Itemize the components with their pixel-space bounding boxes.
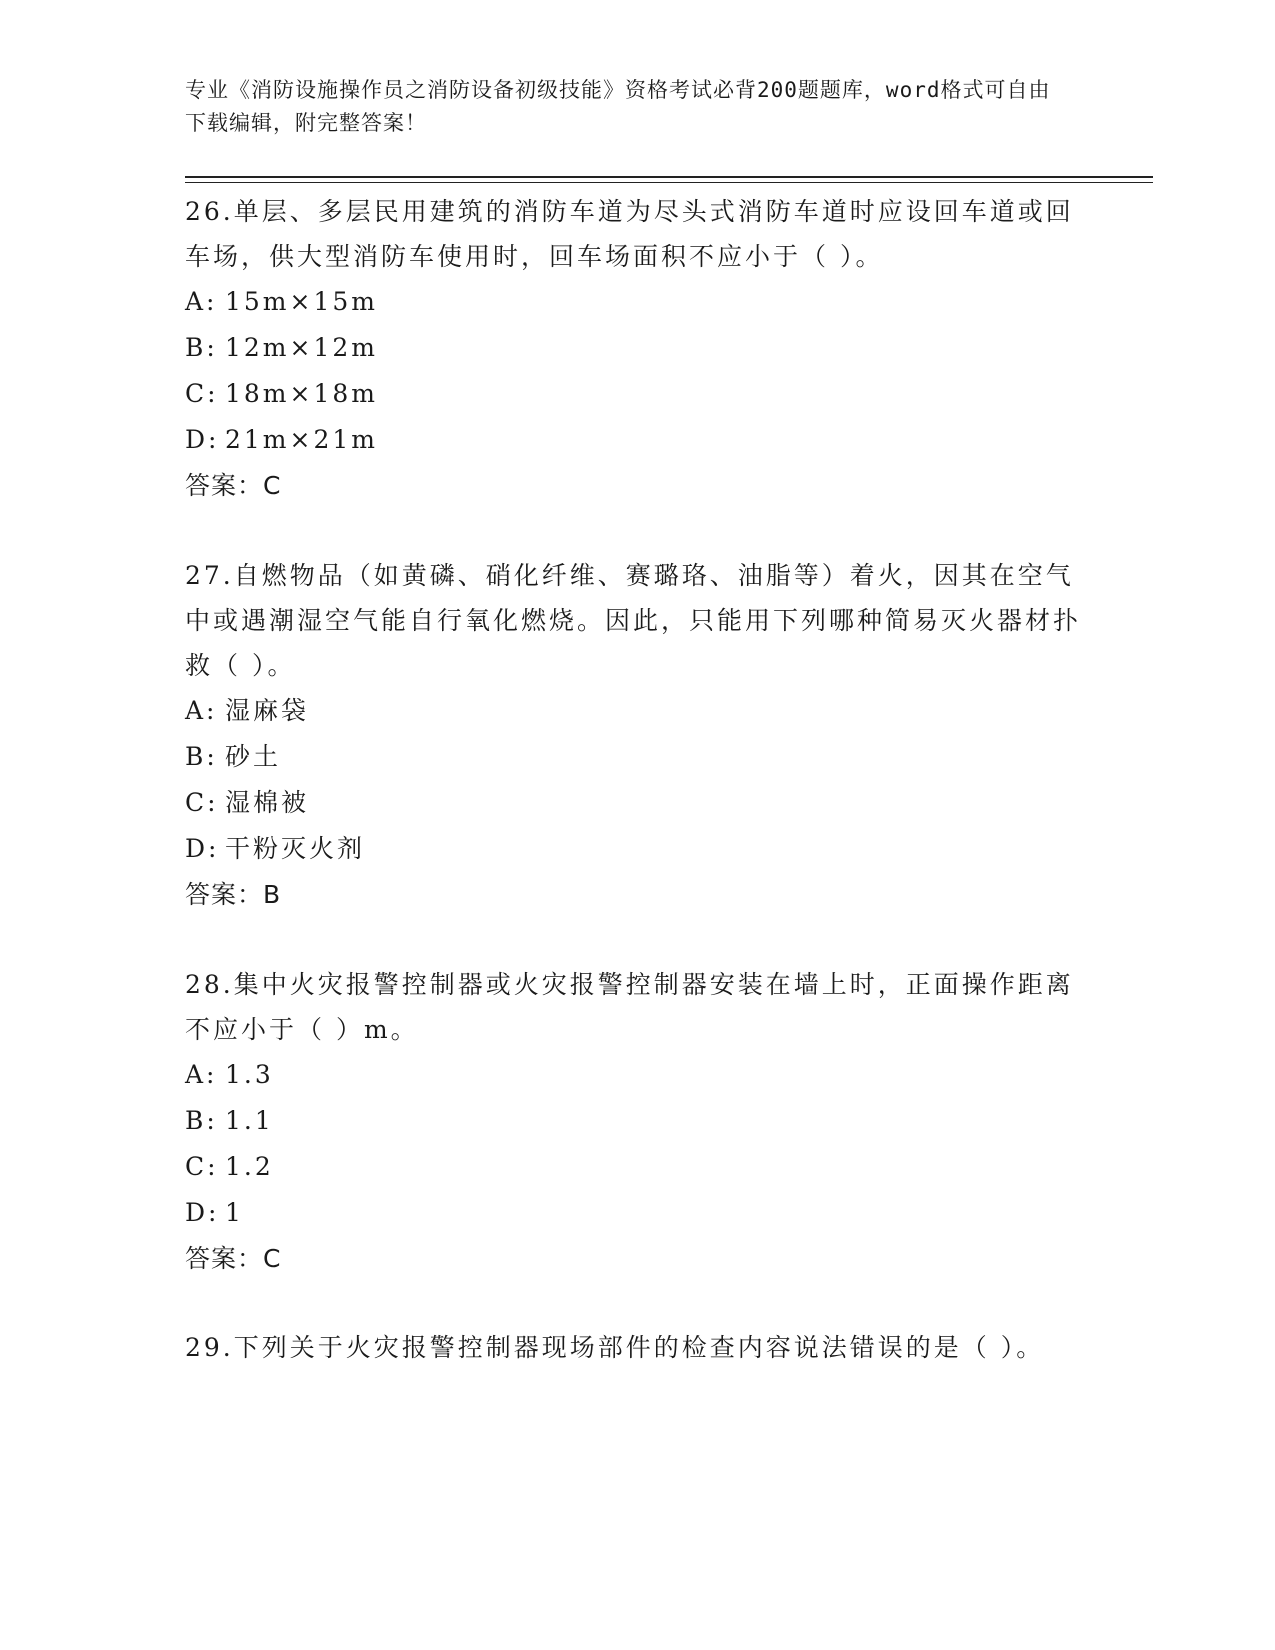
question-26 (185, 189, 1085, 509)
option-d (185, 1190, 1085, 1236)
option-text: 12m×12m (225, 333, 378, 362)
question-29 (185, 1325, 1085, 1370)
option-text: 18m×18m (225, 379, 378, 408)
answer-line: 答案：B (185, 880, 282, 909)
question-stem: 27.自燃物品（如黄磷、硝化纤维、赛璐珞、油脂等）着火，因其在空气中或遇潮湿空气能自行氧化燃烧。因此，只能用下列哪种简易灭火器材扑救（ ）。 (185, 561, 1082, 680)
option-key: C: (185, 1152, 219, 1181)
option-b (185, 1098, 1085, 1144)
option-c (185, 1144, 1085, 1190)
answer-line: 答案：C (185, 1244, 282, 1273)
option-key: A: (185, 1060, 218, 1089)
option-text: 湿麻袋 (225, 696, 310, 725)
option-key: A: (185, 696, 218, 725)
option-key: D: (185, 425, 220, 454)
option-d (185, 826, 1085, 872)
question-stem: 29.下列关于火灾报警控制器现场部件的检查内容说法错误的是（ ）。 (185, 1333, 1045, 1362)
option-text: 1.1 (225, 1106, 274, 1135)
option-text: 1.2 (225, 1152, 274, 1181)
question-stem: 26.单层、多层民用建筑的消防车道为尽头式消防车道时应设回车道或回车场，供大型消防车使用时，回车场面积不应小于（ ）。 (185, 197, 1074, 271)
answer-line: 答案：C (185, 471, 282, 500)
option-key: C: (185, 788, 219, 817)
document-header: 专业《消防设施操作员之消防设备初级技能》资格考试必背200题题库，word格式可自由下载编辑，附完整答案！ (185, 78, 1051, 135)
option-key: A: (185, 287, 218, 316)
option-b (185, 325, 1085, 371)
question-stem: 28.集中火灾报警控制器或火灾报警控制器安装在墙上时，正面操作距离不应小于（ ）m。 (185, 970, 1074, 1044)
header-divider-thin (185, 182, 1153, 183)
option-key: D: (185, 834, 220, 863)
option-key: B: (185, 333, 218, 362)
option-c (185, 371, 1085, 417)
option-d (185, 417, 1085, 463)
option-b (185, 734, 1085, 780)
option-text: 砂土 (225, 742, 282, 771)
option-key: D: (185, 1198, 220, 1227)
option-key: C: (185, 379, 219, 408)
header-divider (185, 176, 1153, 178)
option-text: 15m×15m (225, 287, 378, 316)
option-text: 干粉灭火剂 (225, 834, 366, 863)
option-a (185, 1052, 1085, 1098)
option-a (185, 279, 1085, 325)
option-text: 1.3 (225, 1060, 274, 1089)
question-28 (185, 962, 1085, 1282)
question-27 (185, 553, 1085, 918)
option-key: B: (185, 1106, 218, 1135)
option-c (185, 780, 1085, 826)
option-text: 湿棉被 (225, 788, 310, 817)
option-key: B: (185, 742, 218, 771)
option-text: 1 (225, 1198, 244, 1227)
option-text: 21m×21m (225, 425, 378, 454)
option-a (185, 688, 1085, 734)
